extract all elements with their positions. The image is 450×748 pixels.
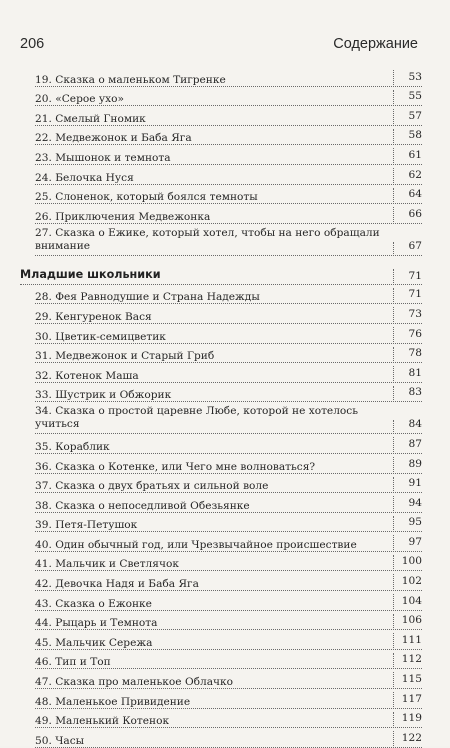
toc-entry: [20, 363, 422, 383]
toc-entry-page: 87: [408, 437, 422, 450]
toc-entry-page: 97: [408, 535, 422, 548]
toc-entry: [20, 474, 422, 494]
toc-entry-title: 49. Маленький Котенок: [35, 715, 170, 728]
toc-entry: [20, 434, 422, 454]
toc-list-top: [20, 67, 422, 256]
toc-entry-page: 89: [408, 457, 422, 470]
toc-entry: [20, 689, 422, 709]
toc-entry: [20, 165, 422, 185]
toc-entry-title: 39. Петя-Петушок: [35, 519, 138, 532]
toc-entry-title: 46. Тип и Топ: [35, 656, 111, 669]
toc-entry-page: 71: [408, 288, 422, 301]
toc-entry: [20, 454, 422, 474]
toc-entry-title: 50. Часы: [35, 734, 85, 747]
toc-entry: [20, 126, 422, 146]
toc-entry-title: 37. Сказка о двух братьях и сильной воле: [35, 480, 269, 493]
toc-entry-title: 25. Слоненок, который боялся темноты: [35, 191, 258, 204]
toc-entry: [20, 650, 422, 670]
toc-entry-title: 29. Кенгуренок Вася: [35, 310, 152, 323]
toc-entry-title: 27. Сказка о Ежике, который хотел, чтобы на него обращали внимание: [35, 226, 380, 252]
section-page-number: 71: [408, 269, 422, 282]
toc-entry-page: 104: [401, 594, 422, 607]
toc-entry: [20, 344, 422, 364]
page-number: 206: [20, 36, 45, 52]
toc-entry-page: 115: [401, 673, 422, 686]
toc-entry: [20, 591, 422, 611]
toc-entry-title: 34. Сказка о простой царевне Любе, которой не хотелось учиться: [35, 405, 359, 431]
toc-entry-title: 48. Маленькое Привидение: [35, 695, 191, 708]
toc-entry-page: 76: [408, 327, 422, 340]
toc-entry-page: 106: [401, 614, 422, 627]
toc-entry-title: 28. Фея Равнодушие и Страна Надежды: [35, 291, 260, 304]
toc-entry-title: 36. Сказка о Котенке, или Чего мне волноваться?: [35, 460, 316, 473]
toc-entry-page: 119: [401, 712, 422, 725]
toc-entry: [20, 185, 422, 205]
toc-entry: [20, 304, 422, 324]
toc-entry-title: 33. Шустрик и Обжорик: [35, 389, 172, 402]
toc-entry-page: 57: [408, 109, 422, 122]
toc-entry-title: 26. Приключения Медвежонка: [35, 210, 211, 223]
toc-entry-title: 42. Девочка Надя и Баба Яга: [35, 578, 199, 591]
toc-entry: [20, 106, 422, 126]
toc-entry-page: 91: [408, 477, 422, 490]
toc-entry-page: 73: [408, 307, 422, 320]
toc-entry: [20, 87, 422, 107]
toc-entry-page: 95: [408, 516, 422, 529]
toc-entry-title: 47. Сказка про маленькое Облачко: [35, 676, 234, 689]
toc-entry: [20, 709, 422, 729]
toc-entry-title: 45. Мальчик Сережа: [35, 636, 153, 649]
toc-entry: [20, 383, 422, 403]
toc-entry-title: 22. Медвежонок и Баба Яга: [35, 132, 192, 145]
toc-entry: [20, 552, 422, 572]
toc-entry-title: 38. Сказка о непоседливой Обезьянке: [35, 499, 250, 512]
table-of-contents: [20, 67, 422, 748]
toc-entry-page: 100: [401, 555, 422, 568]
toc-entry: [20, 324, 422, 344]
toc-entry-page: 58: [408, 129, 422, 142]
toc-entry-title: 21. Смелый Гномик: [35, 112, 146, 125]
toc-entry: [20, 67, 422, 87]
toc-entry-page: 117: [401, 692, 422, 705]
toc-entry-page: 55: [408, 90, 422, 103]
toc-entry: [20, 224, 422, 256]
toc-entry: [20, 532, 422, 552]
toc-entry-page: 67: [408, 239, 422, 252]
toc-entry-page: 61: [408, 148, 422, 161]
toc-entry-title: 44. Рыцарь и Темнота: [35, 617, 158, 630]
toc-entry-title: 43. Сказка о Ежонке: [35, 597, 152, 610]
toc-entry-title: 23. Мышонок и темнота: [35, 151, 171, 164]
toc-entry-page: 122: [401, 731, 422, 744]
toc-entry-page: 83: [408, 386, 422, 399]
toc-entry-page: 66: [408, 207, 422, 220]
toc-entry-title: 30. Цветик-семицветик: [35, 330, 166, 343]
toc-entry-page: 81: [408, 366, 422, 379]
toc-entry-page: 111: [401, 633, 422, 646]
section-title: Младшие школьники: [20, 267, 161, 281]
page-header: [20, 36, 418, 58]
toc-entry: [20, 493, 422, 513]
toc-entry-page: 84: [408, 418, 422, 431]
toc-entry-title: 19. Сказка о маленьком Тигренке: [35, 73, 226, 86]
toc-entry: [20, 145, 422, 165]
running-title: Содержание: [333, 36, 418, 52]
toc-entry-page: 62: [408, 168, 422, 181]
toc-entry-title: 32. Котенок Маша: [35, 369, 139, 382]
toc-entry: [20, 611, 422, 631]
toc-entry: [20, 728, 422, 748]
toc-entry: [20, 669, 422, 689]
toc-section-heading: [20, 265, 422, 285]
toc-entry-title: 35. Кораблик: [35, 440, 110, 453]
toc-entry-title: 40. Один обычный год, или Чрезвычайное происшествие: [35, 538, 357, 551]
toc-entry: [20, 630, 422, 650]
toc-entry: [20, 204, 422, 224]
toc-entry-page: 53: [408, 70, 422, 83]
toc-entry-title: 20. «Серое ухо»: [35, 93, 124, 106]
toc-list-bottom: [20, 285, 422, 748]
toc-entry-title: 31. Медвежонок и Старый Гриб: [35, 350, 215, 363]
toc-entry-title: 41. Мальчик и Светлячок: [35, 558, 179, 571]
toc-entry: [20, 402, 422, 434]
toc-entry-page: 102: [401, 575, 422, 588]
toc-entry-page: 64: [408, 188, 422, 201]
toc-entry: [20, 571, 422, 591]
toc-entry-title: 24. Белочка Нуся: [35, 171, 134, 184]
toc-entry-page: 112: [401, 653, 422, 666]
toc-entry: [20, 513, 422, 533]
toc-entry-page: 94: [408, 496, 422, 509]
toc-entry: [20, 285, 422, 305]
toc-entry-page: 78: [408, 347, 422, 360]
